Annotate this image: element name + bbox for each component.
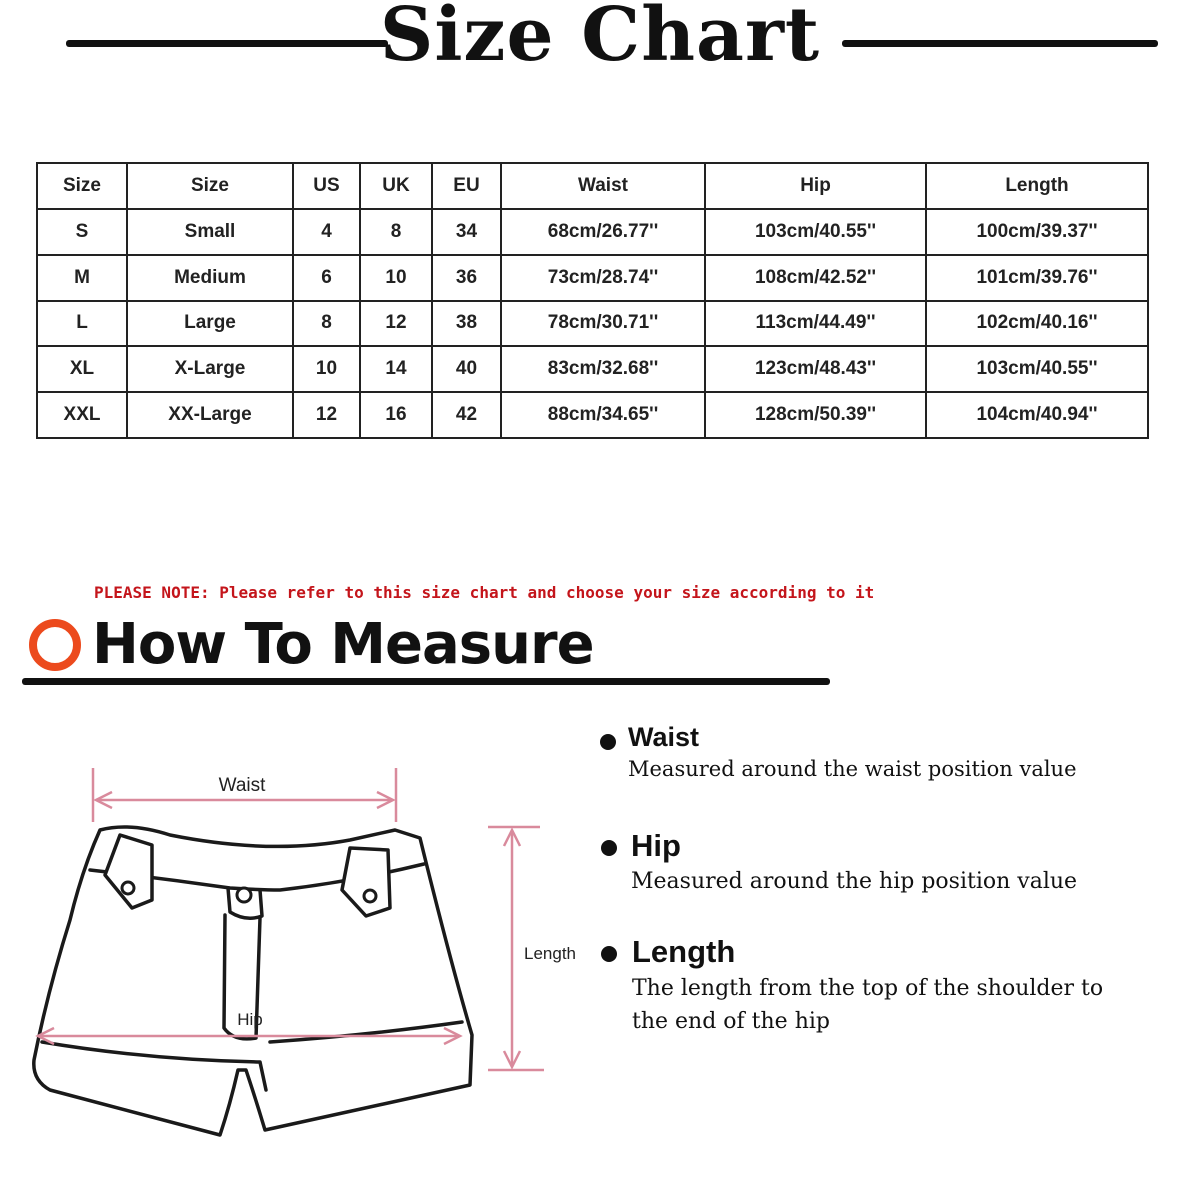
heading-underline [22, 678, 830, 685]
table-cell: XXL [37, 392, 127, 438]
table-cell: 12 [293, 392, 360, 438]
table-cell: X-Large [127, 346, 293, 392]
waist-bullet-icon [600, 734, 616, 750]
length-description-line1: The length from the top of the shoulder to [632, 976, 1104, 1001]
table-row [37, 346, 1148, 392]
table-cell: 4 [293, 209, 360, 255]
table-cell: 42 [432, 392, 501, 438]
table-cell: 73cm/28.74'' [501, 255, 705, 301]
table-cell: XL [37, 346, 127, 392]
how-to-measure-heading: How To Measure [92, 612, 594, 677]
size-table [36, 162, 1149, 439]
table-cell: 16 [360, 392, 432, 438]
table-cell: Small [127, 209, 293, 255]
table-cell: M [37, 255, 127, 301]
circle-bullet-icon [29, 619, 81, 671]
table-row [37, 209, 1148, 255]
table-row [37, 255, 1148, 301]
table-cell: 113cm/44.49'' [705, 301, 926, 347]
table-cell: 8 [360, 209, 432, 255]
table-cell: 103cm/40.55'' [705, 209, 926, 255]
table-row [37, 392, 1148, 438]
table-cell: 10 [293, 346, 360, 392]
column-header: Waist [501, 163, 705, 209]
table-cell: 108cm/42.52'' [705, 255, 926, 301]
waist-diagram-label: Waist [218, 775, 266, 796]
table-cell: 128cm/50.39'' [705, 392, 926, 438]
table-cell: 88cm/34.65'' [501, 392, 705, 438]
table-cell: 38 [432, 301, 501, 347]
column-header: EU [432, 163, 501, 209]
table-cell: 68cm/26.77'' [501, 209, 705, 255]
length-title: Length [632, 934, 736, 969]
table-cell: 100cm/39.37'' [926, 209, 1148, 255]
waist-title: Waist [628, 722, 700, 752]
table-cell: 6 [293, 255, 360, 301]
length-description-line2: the end of the hip [632, 1009, 830, 1034]
hip-title: Hip [631, 828, 681, 863]
length-bullet-icon [601, 946, 617, 962]
column-header: UK [360, 163, 432, 209]
hip-description: Measured around the hip position value [631, 869, 1078, 894]
table-cell: 83cm/32.68'' [501, 346, 705, 392]
page-title: Size Chart [379, 0, 821, 78]
table-header-row [37, 163, 1148, 209]
shorts-illustration [34, 827, 472, 1135]
hip-diagram-label: Hip [237, 1010, 263, 1029]
column-header: Hip [705, 163, 926, 209]
column-header: Size [37, 163, 127, 209]
table-cell: 14 [360, 346, 432, 392]
table-cell: 40 [432, 346, 501, 392]
column-header: Size [127, 163, 293, 209]
table-cell: Large [127, 301, 293, 347]
length-diagram-label: Length [524, 944, 576, 963]
table-cell: 123cm/48.43'' [705, 346, 926, 392]
column-header: US [293, 163, 360, 209]
table-cell: 78cm/30.71'' [501, 301, 705, 347]
table-cell: Medium [127, 255, 293, 301]
table-cell: 101cm/39.76'' [926, 255, 1148, 301]
table-cell: 102cm/40.16'' [926, 301, 1148, 347]
table-cell: 104cm/40.94'' [926, 392, 1148, 438]
table-cell: 34 [432, 209, 501, 255]
waist-description: Measured around the waist position value [628, 757, 1077, 781]
table-cell: XX-Large [127, 392, 293, 438]
table-row [37, 301, 1148, 347]
table-cell: 10 [360, 255, 432, 301]
table-cell: 8 [293, 301, 360, 347]
please-note-text: PLEASE NOTE: Please refer to this size chart and choose your size according to it [94, 583, 875, 602]
shorts-diagram [20, 760, 580, 1150]
hip-bullet-icon [601, 840, 617, 856]
table-cell: 36 [432, 255, 501, 301]
table-cell: S [37, 209, 127, 255]
table-cell: 12 [360, 301, 432, 347]
table-cell: L [37, 301, 127, 347]
table-cell: 103cm/40.55'' [926, 346, 1148, 392]
column-header: Length [926, 163, 1148, 209]
